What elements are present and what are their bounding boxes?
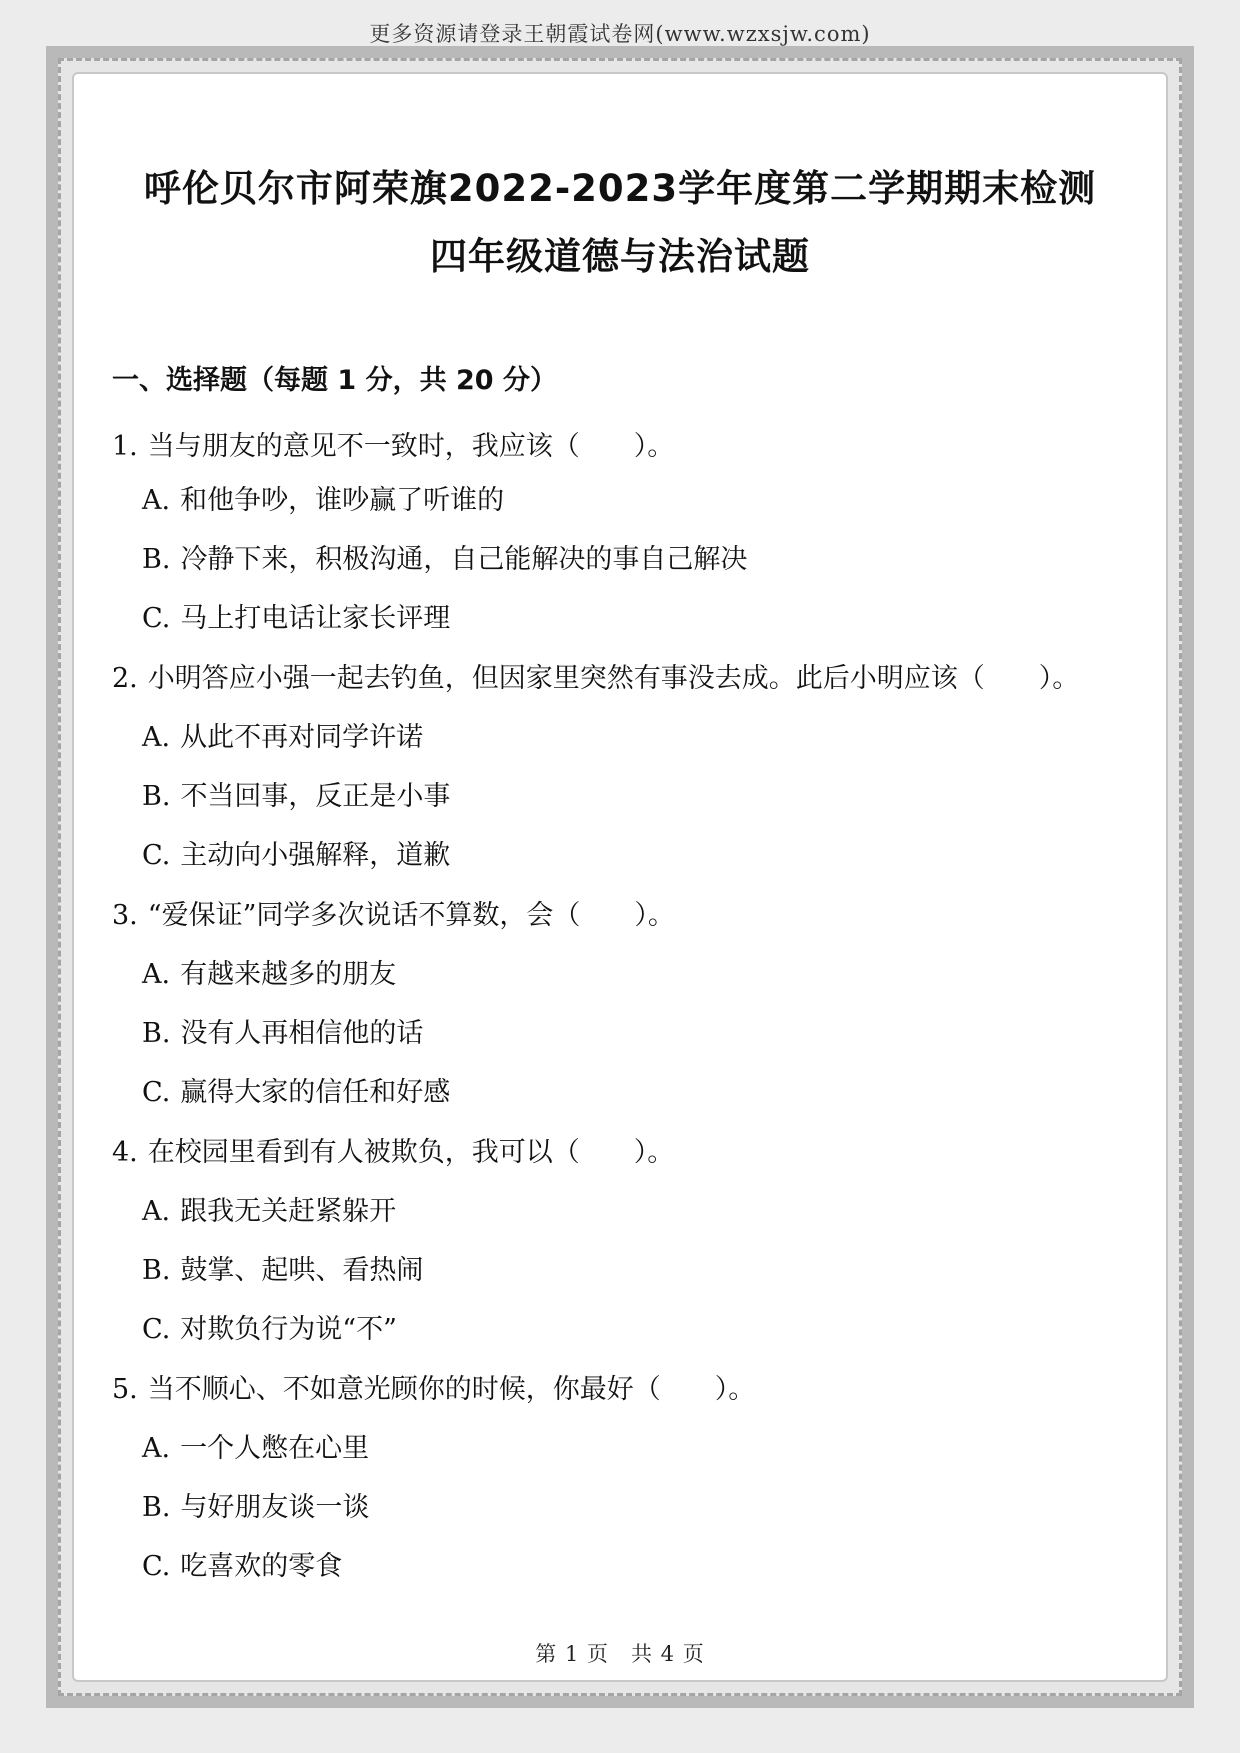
option-letter: B.: [142, 1018, 171, 1049]
option-letter: C.: [142, 1077, 171, 1108]
option-letter: A.: [142, 1433, 171, 1464]
question-text: “爱保证”同学多次说话不算数，会（ ）。: [147, 900, 675, 931]
question-text: 当与朋友的意见不一致时，我应该（ ）。: [147, 431, 675, 462]
q4-option-c: [142, 1307, 397, 1346]
option-text: 吃喜欢的零食: [180, 1551, 343, 1582]
q5-option-c: [142, 1544, 342, 1583]
question-number: 3.: [112, 900, 138, 931]
q3-option-b: [142, 1011, 423, 1050]
question-5: [112, 1367, 755, 1406]
q1-option-c: [142, 596, 450, 635]
option-letter: C.: [142, 1314, 171, 1345]
q1-option-a: [142, 478, 504, 517]
option-text: 赢得大家的信任和好感: [180, 1077, 451, 1108]
option-text: 跟我无关赶紧躲开: [180, 1196, 397, 1227]
option-text: 马上打电话让家长评理: [180, 603, 451, 634]
question-number: 1.: [112, 431, 138, 462]
question-3: [112, 893, 675, 932]
option-text: 对欺负行为说“不”: [180, 1314, 397, 1345]
exam-title: 呼伦贝尔市阿荣旗2022-2023学年度第二学期期末检测: [143, 167, 1097, 210]
q3-option-a: [142, 952, 396, 991]
question-1: [112, 424, 674, 463]
option-text: 有越来越多的朋友: [180, 959, 397, 990]
q4-option-a: [142, 1189, 396, 1228]
site-watermark: 更多资源请登录王朝霞试卷网(www.wzxsjw.com): [369, 22, 871, 46]
option-text: 与好朋友谈一谈: [180, 1492, 370, 1523]
option-letter: A.: [142, 722, 171, 753]
option-letter: B.: [142, 544, 171, 575]
q2-option-a: [142, 715, 423, 754]
q3-option-c: [142, 1070, 450, 1109]
option-letter: C.: [142, 603, 171, 634]
option-text: 和他争吵，谁吵赢了听谁的: [180, 485, 505, 516]
question-text: 当不顺心、不如意光顾你的时候，你最好（ ）。: [147, 1374, 756, 1405]
option-letter: B.: [142, 781, 171, 812]
question-text: 小明答应小强一起去钓鱼，但因家里突然有事没去成。此后小明应该（ ）。: [147, 663, 1080, 694]
option-letter: C.: [142, 1551, 171, 1582]
question-number: 2.: [112, 663, 138, 694]
q5-option-b: [142, 1485, 369, 1524]
option-text: 没有人再相信他的话: [180, 1018, 424, 1049]
section-heading: 一、选择题（每题 1 分，共 20 分）: [112, 365, 557, 396]
question-number: 5.: [112, 1374, 138, 1405]
option-text: 鼓掌、起哄、看热闹: [180, 1255, 424, 1286]
option-text: 主动向小强解释，道歉: [180, 840, 451, 871]
question-2: [112, 656, 1079, 695]
option-letter: C.: [142, 840, 171, 871]
option-letter: A.: [142, 485, 171, 516]
option-letter: A.: [142, 1196, 171, 1227]
option-text: 不当回事，反正是小事: [180, 781, 451, 812]
exam-subtitle: 四年级道德与法治试题: [430, 235, 810, 278]
option-letter: B.: [142, 1492, 171, 1523]
question-text: 在校园里看到有人被欺负，我可以（ ）。: [147, 1137, 675, 1168]
q2-option-b: [142, 774, 450, 813]
option-letter: A.: [142, 959, 171, 990]
question-4: [112, 1130, 674, 1169]
q5-option-a: [142, 1426, 369, 1465]
q1-option-b: [142, 537, 747, 576]
option-letter: B.: [142, 1255, 171, 1286]
page-number: 第 1 页 共 4 页: [535, 1642, 705, 1666]
option-text: 一个人憋在心里: [180, 1433, 370, 1464]
question-number: 4.: [112, 1137, 138, 1168]
option-text: 从此不再对同学许诺: [180, 722, 424, 753]
option-text: 冷静下来，积极沟通，自己能解决的事自己解决: [180, 544, 748, 575]
q2-option-c: [142, 833, 450, 872]
q4-option-b: [142, 1248, 423, 1287]
